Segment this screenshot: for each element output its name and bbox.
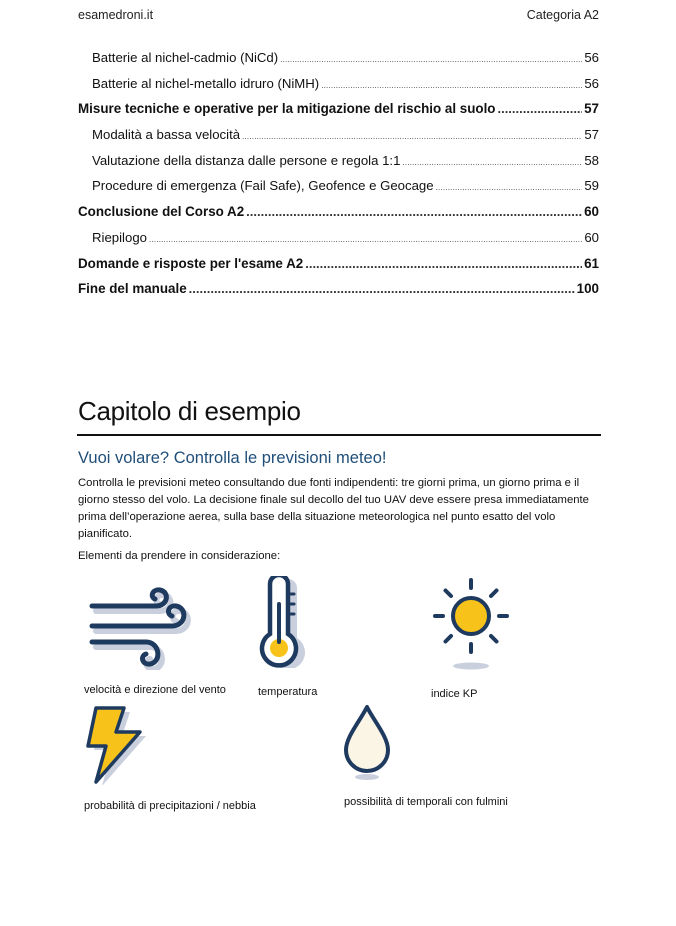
toc-dot-leader <box>305 256 582 271</box>
toc-entry-title: Conclusione del Corso A2 <box>78 204 245 220</box>
toc-page-number: 61 <box>584 255 599 271</box>
toc-page-number: 56 <box>584 50 599 65</box>
toc-entry[interactable] <box>78 101 599 127</box>
toc-entry-title: Valutazione della distanza dalle persone e regola 1:1 <box>92 152 401 168</box>
page-header <box>78 8 599 24</box>
toc-entry[interactable] <box>78 204 599 230</box>
toc-entry[interactable] <box>78 127 599 153</box>
toc-dot-leader <box>497 101 582 116</box>
toc-dot-leader <box>149 235 582 244</box>
toc-entry-title: Misure tecniche e operative per la mitigazione del rischio al suolo <box>78 101 496 117</box>
sun-icon <box>428 576 514 672</box>
toc-dot-leader <box>436 183 583 192</box>
toc-page-number: 58 <box>584 152 599 168</box>
toc-entry[interactable] <box>78 230 599 256</box>
toc-entry-title: Modalità a bassa velocità <box>92 127 241 143</box>
chapter-title: Capitolo di esempio <box>78 396 301 426</box>
toc-entry[interactable] <box>78 50 599 76</box>
lightning-icon <box>82 704 150 786</box>
chapter-divider <box>77 434 601 436</box>
toc-entry-title: Riepilogo <box>92 229 147 245</box>
section-subtitle: Vuoi volare? Controlla le previsioni meteo! <box>78 449 387 467</box>
toc-entry-title: Batterie al nichel-cadmio (NiCd) <box>92 50 279 65</box>
toc-page-number: 60 <box>584 229 599 245</box>
drop-icon <box>340 703 394 783</box>
precipitation-caption: probabilità di precipitazioni / nebbia <box>84 800 256 812</box>
toc-dot-leader <box>280 55 582 64</box>
intro-paragraph: Controlla le previsioni meteo consultando due fonti indipendenti: tre giorni prima, un giorno prima e il giorno stesso del volo. La decisione finale sul decollo del tuo UAV deve essere presa immediatamente prima dell’operazione aerea, sulla base della situazione meteorologica nel punto esatto del volo pianificato. <box>78 477 589 540</box>
toc-dot-leader <box>246 204 582 219</box>
toc-page-number: 56 <box>584 75 599 91</box>
toc-page-number: 100 <box>576 281 599 297</box>
toc-page-number: 57 <box>584 127 599 143</box>
toc-entry-title: Procedure di emergenza (Fail Safe), Geofence e Geocage <box>92 178 434 194</box>
toc-entry[interactable] <box>78 178 599 204</box>
toc-entry[interactable] <box>78 153 599 179</box>
toc-entry-title: Batterie al nichel-metallo idruro (NiMH) <box>92 75 320 91</box>
table-of-contents <box>78 50 599 307</box>
category-label: Categoria A2 <box>526 8 599 22</box>
toc-page-number: 57 <box>584 101 599 117</box>
toc-entry[interactable] <box>78 281 599 307</box>
toc-dot-leader <box>189 281 575 296</box>
toc-entry[interactable] <box>78 256 599 282</box>
toc-dot-leader <box>242 132 582 141</box>
toc-entry-title: Fine del manuale <box>78 281 187 297</box>
wind-icon <box>84 584 196 670</box>
temperature-caption: temperatura <box>258 686 318 698</box>
toc-page-number: 59 <box>584 178 599 194</box>
toc-dot-leader <box>402 158 582 167</box>
site-name: esamedroni.it <box>78 8 154 22</box>
toc-entry[interactable] <box>78 76 599 102</box>
toc-page-number: 60 <box>584 204 599 220</box>
toc-entry-title: Domande e risposte per l'esame A2 <box>78 255 304 271</box>
thermometer-icon <box>256 576 306 668</box>
elements-label: Elementi da prendere in considerazione: <box>78 550 281 562</box>
wind-caption: velocità e direzione del vento <box>84 684 226 696</box>
thunderstorm-caption: possibilità di temporali con fulmini <box>344 796 508 808</box>
toc-dot-leader <box>321 81 582 90</box>
kp-index-caption: indice KP <box>431 688 478 700</box>
